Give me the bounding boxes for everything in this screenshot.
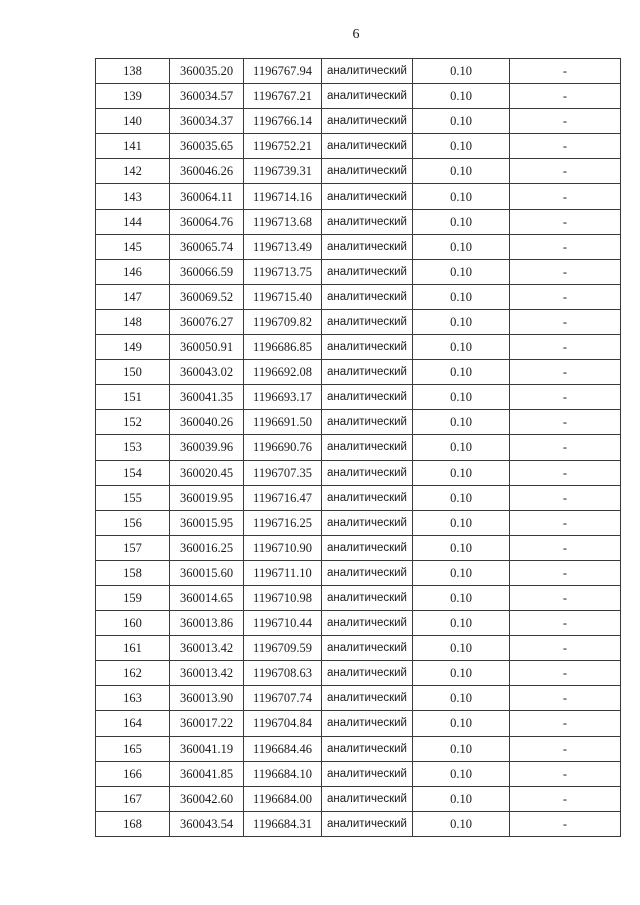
table-row <box>96 209 621 234</box>
coordinate-y-cell: 1196767.21 <box>244 84 322 109</box>
point-number-cell: 163 <box>96 686 170 711</box>
method-cell: аналитический <box>322 510 413 535</box>
precision-cell: 0.10 <box>413 485 510 510</box>
method-cell: аналитический <box>322 711 413 736</box>
precision-cell: 0.10 <box>413 585 510 610</box>
coordinate-x-cell: 360043.02 <box>170 360 244 385</box>
description-cell: - <box>510 435 621 460</box>
coordinate-y-cell: 1196684.00 <box>244 786 322 811</box>
method-cell: аналитический <box>322 736 413 761</box>
method-cell: аналитический <box>322 560 413 585</box>
precision-cell: 0.10 <box>413 59 510 84</box>
coordinate-y-cell: 1196684.31 <box>244 811 322 836</box>
method-cell: аналитический <box>322 636 413 661</box>
coordinate-y-cell: 1196739.31 <box>244 159 322 184</box>
precision-cell: 0.10 <box>413 410 510 435</box>
precision-cell: 0.10 <box>413 460 510 485</box>
coordinate-y-cell: 1196710.90 <box>244 535 322 560</box>
method-cell: аналитический <box>322 761 413 786</box>
method-cell: аналитический <box>322 385 413 410</box>
coordinate-x-cell: 360043.54 <box>170 811 244 836</box>
point-number-cell: 167 <box>96 786 170 811</box>
point-number-cell: 147 <box>96 284 170 309</box>
precision-cell: 0.10 <box>413 686 510 711</box>
point-number-cell: 146 <box>96 259 170 284</box>
method-cell: аналитический <box>322 59 413 84</box>
point-number-cell: 154 <box>96 460 170 485</box>
method-cell: аналитический <box>322 335 413 360</box>
coordinate-x-cell: 360076.27 <box>170 309 244 334</box>
coordinate-x-cell: 360035.20 <box>170 59 244 84</box>
point-number-cell: 151 <box>96 385 170 410</box>
table-row <box>96 335 621 360</box>
coordinate-x-cell: 360034.37 <box>170 109 244 134</box>
coordinate-x-cell: 360013.86 <box>170 611 244 636</box>
method-cell: аналитический <box>322 535 413 560</box>
description-cell: - <box>510 84 621 109</box>
point-number-cell: 165 <box>96 736 170 761</box>
point-number-cell: 155 <box>96 485 170 510</box>
description-cell: - <box>510 59 621 84</box>
coordinate-y-cell: 1196690.76 <box>244 435 322 460</box>
method-cell: аналитический <box>322 209 413 234</box>
table-row <box>96 184 621 209</box>
coordinate-y-cell: 1196713.68 <box>244 209 322 234</box>
point-number-cell: 152 <box>96 410 170 435</box>
description-cell: - <box>510 209 621 234</box>
method-cell: аналитический <box>322 786 413 811</box>
table-row <box>96 611 621 636</box>
page-number: 6 <box>352 27 360 42</box>
coordinate-y-cell: 1196692.08 <box>244 360 322 385</box>
point-number-cell: 149 <box>96 335 170 360</box>
coordinate-x-cell: 360040.26 <box>170 410 244 435</box>
precision-cell: 0.10 <box>413 661 510 686</box>
coordinate-y-cell: 1196693.17 <box>244 385 322 410</box>
precision-cell: 0.10 <box>413 109 510 134</box>
coordinate-x-cell: 360039.96 <box>170 435 244 460</box>
table-row <box>96 811 621 836</box>
coordinate-y-cell: 1196710.44 <box>244 611 322 636</box>
coordinate-x-cell: 360064.11 <box>170 184 244 209</box>
table-row <box>96 259 621 284</box>
coordinate-x-cell: 360065.74 <box>170 234 244 259</box>
point-number-cell: 145 <box>96 234 170 259</box>
table-row <box>96 360 621 385</box>
precision-cell: 0.10 <box>413 234 510 259</box>
precision-cell: 0.10 <box>413 309 510 334</box>
coordinate-y-cell: 1196691.50 <box>244 410 322 435</box>
precision-cell: 0.10 <box>413 184 510 209</box>
description-cell: - <box>510 786 621 811</box>
point-number-cell: 164 <box>96 711 170 736</box>
description-cell: - <box>510 309 621 334</box>
method-cell: аналитический <box>322 184 413 209</box>
description-cell: - <box>510 611 621 636</box>
coordinate-y-cell: 1196709.59 <box>244 636 322 661</box>
table-row <box>96 159 621 184</box>
coordinate-x-cell: 360046.26 <box>170 159 244 184</box>
table-row <box>96 460 621 485</box>
method-cell: аналитический <box>322 661 413 686</box>
coordinate-x-cell: 360015.60 <box>170 560 244 585</box>
method-cell: аналитический <box>322 134 413 159</box>
coordinate-y-cell: 1196767.94 <box>244 59 322 84</box>
point-number-cell: 162 <box>96 661 170 686</box>
precision-cell: 0.10 <box>413 611 510 636</box>
precision-cell: 0.10 <box>413 811 510 836</box>
coordinate-y-cell: 1196713.49 <box>244 234 322 259</box>
method-cell: аналитический <box>322 84 413 109</box>
method-cell: аналитический <box>322 159 413 184</box>
coordinate-y-cell: 1196714.16 <box>244 184 322 209</box>
description-cell: - <box>510 560 621 585</box>
point-number-cell: 159 <box>96 585 170 610</box>
table-row <box>96 560 621 585</box>
table-row <box>96 435 621 460</box>
table-row <box>96 786 621 811</box>
description-cell: - <box>510 485 621 510</box>
coordinate-x-cell: 360041.85 <box>170 761 244 786</box>
description-cell: - <box>510 636 621 661</box>
method-cell: аналитический <box>322 360 413 385</box>
coordinate-y-cell: 1196704.84 <box>244 711 322 736</box>
coordinate-y-cell: 1196684.10 <box>244 761 322 786</box>
coordinate-x-cell: 360041.19 <box>170 736 244 761</box>
point-number-cell: 140 <box>96 109 170 134</box>
description-cell: - <box>510 661 621 686</box>
precision-cell: 0.10 <box>413 736 510 761</box>
coordinate-x-cell: 360050.91 <box>170 335 244 360</box>
method-cell: аналитический <box>322 410 413 435</box>
precision-cell: 0.10 <box>413 335 510 360</box>
precision-cell: 0.10 <box>413 360 510 385</box>
point-number-cell: 153 <box>96 435 170 460</box>
coordinate-x-cell: 360015.95 <box>170 510 244 535</box>
table-row <box>96 485 621 510</box>
description-cell: - <box>510 585 621 610</box>
description-cell: - <box>510 711 621 736</box>
coordinate-x-cell: 360017.22 <box>170 711 244 736</box>
description-cell: - <box>510 761 621 786</box>
coordinates-table <box>95 58 621 837</box>
method-cell: аналитический <box>322 284 413 309</box>
precision-cell: 0.10 <box>413 711 510 736</box>
coordinate-y-cell: 1196766.14 <box>244 109 322 134</box>
coordinate-y-cell: 1196707.35 <box>244 460 322 485</box>
table-row <box>96 661 621 686</box>
table-row <box>96 761 621 786</box>
precision-cell: 0.10 <box>413 535 510 560</box>
method-cell: аналитический <box>322 611 413 636</box>
description-cell: - <box>510 510 621 535</box>
coordinate-x-cell: 360035.65 <box>170 134 244 159</box>
point-number-cell: 157 <box>96 535 170 560</box>
coordinate-y-cell: 1196715.40 <box>244 284 322 309</box>
coordinate-y-cell: 1196711.10 <box>244 560 322 585</box>
method-cell: аналитический <box>322 686 413 711</box>
point-number-cell: 168 <box>96 811 170 836</box>
precision-cell: 0.10 <box>413 84 510 109</box>
table-row <box>96 84 621 109</box>
description-cell: - <box>510 284 621 309</box>
description-cell: - <box>510 234 621 259</box>
point-number-cell: 160 <box>96 611 170 636</box>
coordinate-x-cell: 360014.65 <box>170 585 244 610</box>
coordinate-x-cell: 360041.35 <box>170 385 244 410</box>
precision-cell: 0.10 <box>413 636 510 661</box>
coordinates-table-body <box>96 59 621 837</box>
description-cell: - <box>510 736 621 761</box>
table-row <box>96 385 621 410</box>
method-cell: аналитический <box>322 585 413 610</box>
description-cell: - <box>510 134 621 159</box>
precision-cell: 0.10 <box>413 560 510 585</box>
table-row <box>96 711 621 736</box>
table-row <box>96 736 621 761</box>
point-number-cell: 148 <box>96 309 170 334</box>
description-cell: - <box>510 184 621 209</box>
description-cell: - <box>510 811 621 836</box>
description-cell: - <box>510 159 621 184</box>
method-cell: аналитический <box>322 460 413 485</box>
table-row <box>96 410 621 435</box>
point-number-cell: 161 <box>96 636 170 661</box>
coordinate-y-cell: 1196752.21 <box>244 134 322 159</box>
description-cell: - <box>510 535 621 560</box>
description-cell: - <box>510 335 621 360</box>
table-row <box>96 510 621 535</box>
precision-cell: 0.10 <box>413 786 510 811</box>
table-row <box>96 309 621 334</box>
coordinate-x-cell: 360013.42 <box>170 636 244 661</box>
point-number-cell: 141 <box>96 134 170 159</box>
point-number-cell: 138 <box>96 59 170 84</box>
coordinate-y-cell: 1196708.63 <box>244 661 322 686</box>
point-number-cell: 150 <box>96 360 170 385</box>
table-row <box>96 686 621 711</box>
precision-cell: 0.10 <box>413 159 510 184</box>
method-cell: аналитический <box>322 109 413 134</box>
coordinate-y-cell: 1196684.46 <box>244 736 322 761</box>
coordinate-x-cell: 360016.25 <box>170 535 244 560</box>
coordinate-x-cell: 360066.59 <box>170 259 244 284</box>
coordinate-x-cell: 360019.95 <box>170 485 244 510</box>
coordinate-y-cell: 1196707.74 <box>244 686 322 711</box>
table-row <box>96 284 621 309</box>
method-cell: аналитический <box>322 234 413 259</box>
table-row <box>96 59 621 84</box>
table-row <box>96 234 621 259</box>
point-number-cell: 156 <box>96 510 170 535</box>
description-cell: - <box>510 686 621 711</box>
coordinate-y-cell: 1196713.75 <box>244 259 322 284</box>
description-cell: - <box>510 460 621 485</box>
coordinate-x-cell: 360069.52 <box>170 284 244 309</box>
coordinate-x-cell: 360034.57 <box>170 84 244 109</box>
point-number-cell: 142 <box>96 159 170 184</box>
table-row <box>96 636 621 661</box>
coordinate-y-cell: 1196686.85 <box>244 335 322 360</box>
coordinate-y-cell: 1196710.98 <box>244 585 322 610</box>
method-cell: аналитический <box>322 435 413 460</box>
point-number-cell: 144 <box>96 209 170 234</box>
coordinate-x-cell: 360020.45 <box>170 460 244 485</box>
precision-cell: 0.10 <box>413 435 510 460</box>
method-cell: аналитический <box>322 485 413 510</box>
point-number-cell: 166 <box>96 761 170 786</box>
precision-cell: 0.10 <box>413 284 510 309</box>
coordinate-y-cell: 1196716.47 <box>244 485 322 510</box>
precision-cell: 0.10 <box>413 259 510 284</box>
description-cell: - <box>510 385 621 410</box>
point-number-cell: 143 <box>96 184 170 209</box>
precision-cell: 0.10 <box>413 209 510 234</box>
table-row <box>96 134 621 159</box>
precision-cell: 0.10 <box>413 134 510 159</box>
method-cell: аналитический <box>322 259 413 284</box>
coordinate-x-cell: 360064.76 <box>170 209 244 234</box>
description-cell: - <box>510 360 621 385</box>
description-cell: - <box>510 410 621 435</box>
coordinate-y-cell: 1196709.82 <box>244 309 322 334</box>
precision-cell: 0.10 <box>413 385 510 410</box>
description-cell: - <box>510 109 621 134</box>
point-number-cell: 158 <box>96 560 170 585</box>
table-row <box>96 585 621 610</box>
table-row <box>96 109 621 134</box>
coordinate-y-cell: 1196716.25 <box>244 510 322 535</box>
precision-cell: 0.10 <box>413 510 510 535</box>
method-cell: аналитический <box>322 309 413 334</box>
coordinate-x-cell: 360013.90 <box>170 686 244 711</box>
coordinate-x-cell: 360042.60 <box>170 786 244 811</box>
point-number-cell: 139 <box>96 84 170 109</box>
coordinate-x-cell: 360013.42 <box>170 661 244 686</box>
method-cell: аналитический <box>322 811 413 836</box>
precision-cell: 0.10 <box>413 761 510 786</box>
table-row <box>96 535 621 560</box>
description-cell: - <box>510 259 621 284</box>
